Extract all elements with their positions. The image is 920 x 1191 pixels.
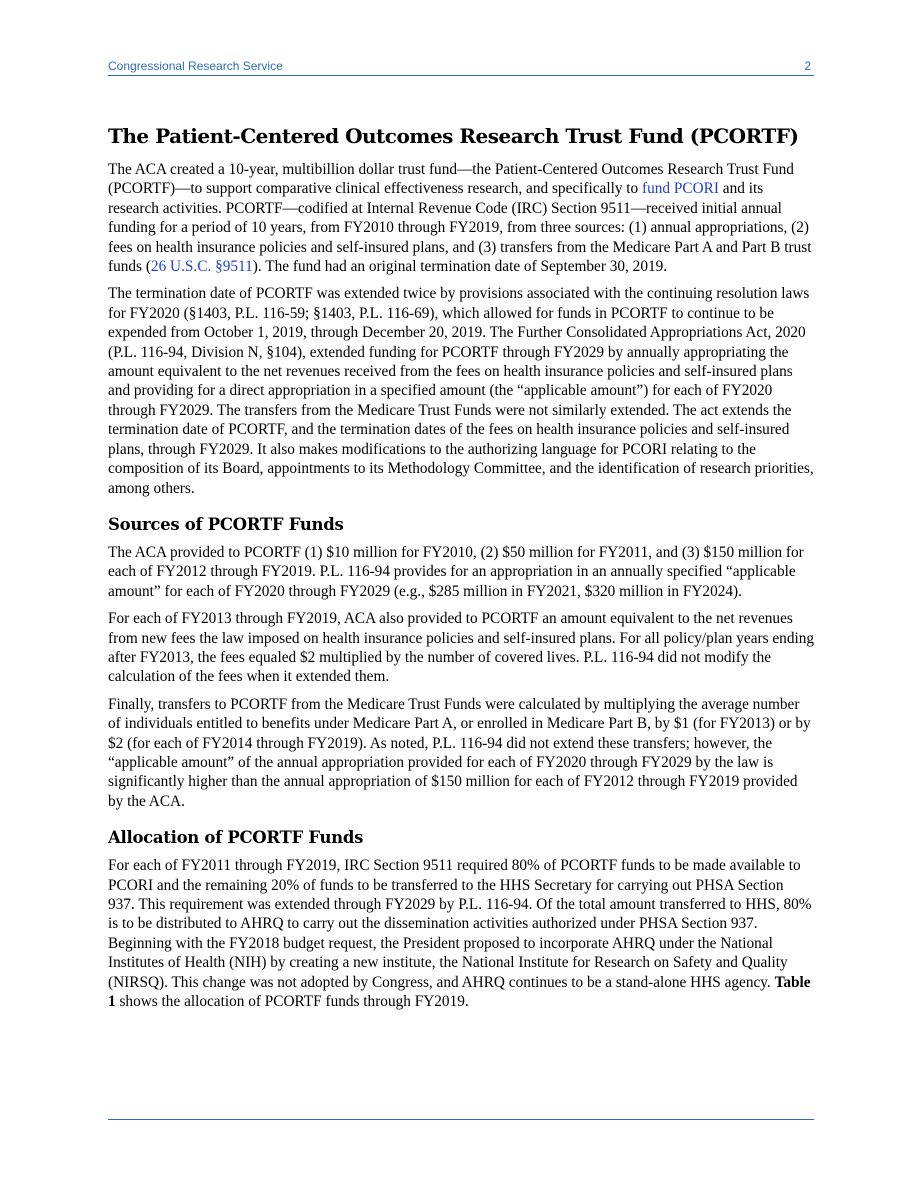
paragraph-termination-date: The termination date of PCORTF was extended twice by provisions associated with the continuing resolution laws for FY2020 (§1403, P.L. 116-59; §1403, P.L. 116-69), which allowed for funds in PCORTF to continue to be expended from October 1, 2019, through December 20, 2019. The Further Consolidated Appropriations Act, 2020 (P.L. 116-94, Division N, §104), extended funding for PCORTF through FY2029 by annually appropriating the amount equivalent to the net revenues received from the fees on health insurance policies and self-insured plans and providing for a direct appropriation in a specified amount (the “applicable amount”) for each of FY2020 through FY2029. The transfers from the Medicare Trust Funds were not similarly extended. The act extends the termination date of PCORTF, and the termination dates of the fees on health insurance policies and self-insured plans, through FY2029. It also makes modifications to the authorizing language for PCORI relating to the composition of its Board, appointments to its Methodology Committee, and the identification of research priorities, among others. xyxy=(108,285,814,497)
footer-rule xyxy=(108,1119,814,1120)
page-number: 2 xyxy=(804,59,811,73)
text-run: shows the allocation of PCORTF funds through FY2019. xyxy=(115,993,469,1011)
page-header xyxy=(108,58,814,76)
section-title: The Patient-Centered Outcomes Research Trust Fund (PCORTF) xyxy=(108,124,799,148)
subsection-title-sources: Sources of PCORTF Funds xyxy=(108,514,344,534)
header-source: Congressional Research Service xyxy=(108,59,283,73)
fund-pcori-link[interactable]: fund PCORI xyxy=(642,180,719,198)
text-run: and its research activities. PCORTF—codified at Internal Revenue Code (IRC) Section 9511—received initial annual funding for a period of 10 years, from FY2010 through FY2019, from three sources: (1) annual appropriations, (2) fees on health insurance policies and self-insured plans, and (3) transfers from the Medicare Part A and Part B trust funds ( xyxy=(108,180,812,276)
text-run: The ACA created a 10-year, multibillion dollar trust fund—the Patient-Centered Outcomes Research Trust Fund (PCORTF)—to support comparative clinical effectiveness research, and specifically to xyxy=(108,161,794,198)
paragraph-allocation xyxy=(108,856,814,1011)
usc-9511-link[interactable]: 26 U.S.C. §9511 xyxy=(150,258,253,276)
subsection-title-allocation: Allocation of PCORTF Funds xyxy=(108,828,364,848)
paragraph-sources-fees: For each of FY2013 through FY2019, ACA also provided to PCORTF an amount equivalent to the net revenues from new fees the law imposed on health insurance policies and self-insured plans. For all policy/plan years ending after FY2013, the fees equaled $2 multiplied by the number of covered lives. P.L. 116-94 did not modify the calculation of the fees when it extended them. xyxy=(108,610,815,686)
document-body xyxy=(108,122,814,1019)
table-reference: Table 1 xyxy=(108,973,811,1011)
text-run: For each of FY2011 through FY2019, IRC Section 9511 required 80% of PCORTF funds to be made available to PCORI and the remaining 20% of funds to be transferred to the HHS Secretary for carrying out PHSA Section 937. This requirement was extended through FY2029 by P.L. 116-94. Of the total amount transferred to HHS, 80% is to be distributed to AHRQ to carry out the dissemination activities authorized under PHSA Section 937. Beginning with the FY2018 budget request, the President proposed to incorporate AHRQ under the National Institutes of Health (NIH) by creating a new institute, the National Institute for Research on Safety and Quality (NIRSQ). This change was not adopted by Congress, and AHRQ continues to be a stand-alone HHS agency. xyxy=(108,857,812,991)
paragraph-pcortf-intro xyxy=(108,160,814,276)
paragraph-sources-transfers: Finally, transfers to PCORTF from the Medicare Trust Funds were calculated by multiplying the average number of individuals entitled to benefits under Medicare Part A, or enrolled in Medicare Part B, by $1 (for FY2013) or by $2 (for each of FY2014 through FY2019). As noted, P.L. 116-94 did not extend these transfers; however, the “applicable amount” of the annual appropriation provided for each of FY2020 through FY2029 by the law is significantly higher than the annual appropriation of $150 million for each of FY2012 through FY2019 provided by the ACA. xyxy=(108,695,811,810)
text-run: ). The fund had an original termination date of September 30, 2019. xyxy=(252,258,668,276)
paragraph-sources-appropriations: The ACA provided to PCORTF (1) $10 million for FY2010, (2) $50 million for FY2011, and (3) $150 million for each of FY2012 through FY2019. P.L. 116-94 provides for an appropriation in an annually specified “applicable amount” for each of FY2020 through FY2029 (e.g., $285 million in FY2021, $320 million in FY2024). xyxy=(108,543,804,600)
